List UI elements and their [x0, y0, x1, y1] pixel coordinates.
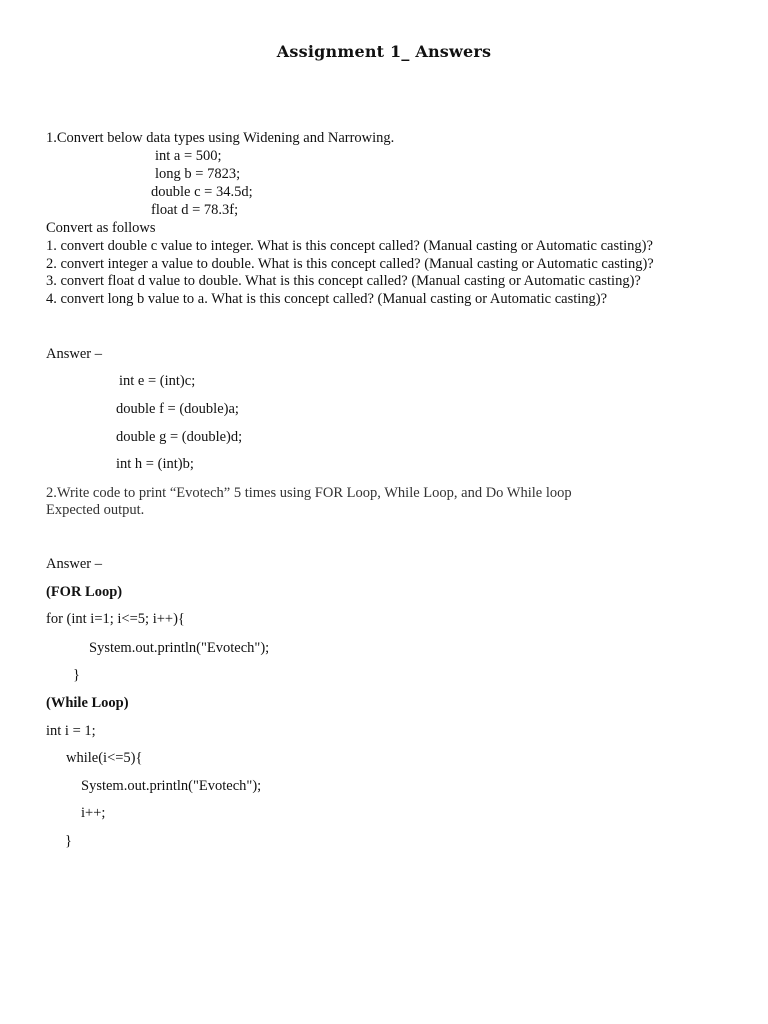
q1-task-1: 1. convert double c value to integer. What is this concept called? (Manual casting or Automatic casting)?	[46, 238, 653, 254]
q2-for-code-2: System.out.println("Evotech");	[89, 640, 270, 656]
q1-answer-label: Answer –	[46, 346, 102, 362]
q1-decl-a: int a = 500;	[155, 148, 222, 164]
q2-while-code-3: System.out.println("Evotech");	[81, 778, 262, 794]
q2-answer-label: Answer –	[46, 556, 102, 572]
document-title: Assignment 1_ Answers	[276, 42, 492, 61]
q1-answer-line-3: double g = (double)d;	[116, 429, 243, 445]
q1-answer-line-4: int h = (int)b;	[116, 456, 194, 472]
q2-heading: 2.Write code to print “Evotech” 5 times using FOR Loop, While Loop, and Do While loop	[46, 485, 572, 501]
q2-while-code-1: int i = 1;	[46, 723, 96, 739]
q2-while-code-5: }	[65, 833, 72, 849]
q2-while-code-2: while(i<=5){	[66, 750, 143, 766]
q1-task-2: 2. convert integer a value to double. What is this concept called? (Manual casting or Automatic casting)?	[46, 256, 654, 272]
q1-heading: 1.Convert below data types using Widening and Narrowing.	[46, 130, 395, 146]
q2-while-label: (While Loop)	[46, 695, 129, 711]
q1-task-4: 4. convert long b value to a. What is this concept called? (Manual casting or Automatic casting)?	[46, 291, 608, 307]
q1-answer-line-2: double f = (double)a;	[116, 401, 239, 417]
q2-for-code-1: for (int i=1; i<=5; i++){	[46, 611, 185, 627]
q2-for-label: (FOR Loop)	[46, 584, 123, 600]
q2-for-code-3: }	[73, 667, 80, 683]
q1-decl-b: long b = 7823;	[155, 166, 241, 182]
q1-decl-d: float d = 78.3f;	[151, 202, 239, 218]
q2-expected: Expected output.	[46, 502, 145, 518]
q1-decl-c: double c = 34.5d;	[151, 184, 253, 200]
q2-while-code-4: i++;	[81, 805, 106, 821]
q1-answer-line-1: int e = (int)c;	[119, 373, 196, 389]
q1-task-3: 3. convert float d value to double. What is this concept called? (Manual casting or Automatic casting)?	[46, 273, 641, 289]
q1-convert-intro: Convert as follows	[46, 220, 156, 236]
